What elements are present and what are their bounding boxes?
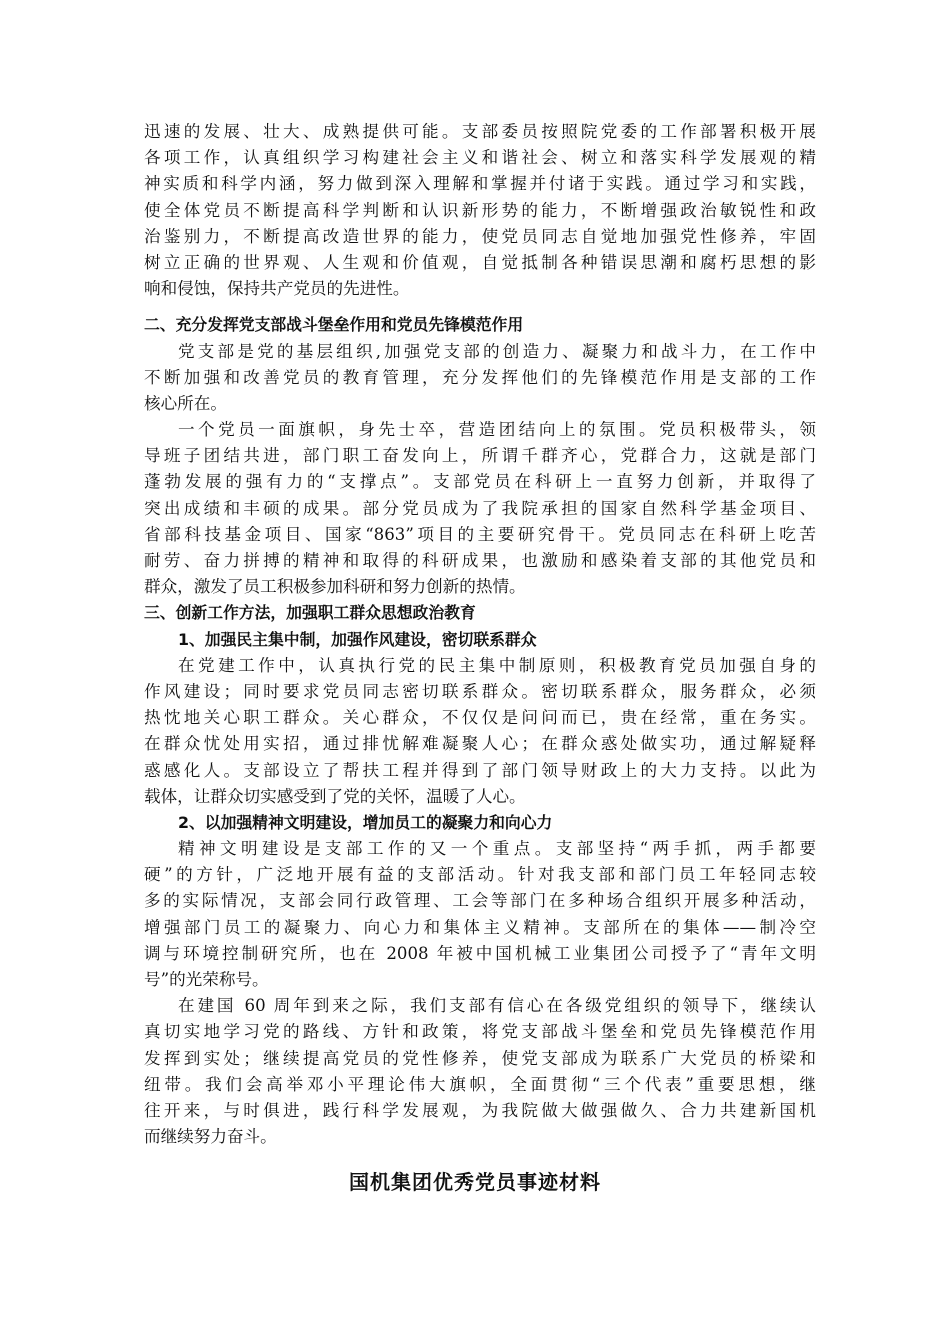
- text-line: 迅速的发展、壮大、成熟提供可能。支部委员按照院党委的工作部署积极开展: [144, 122, 816, 141]
- text-line: 多的实际情况，支部会同行政管理、工会等部门在多种场合组织开展多种活动，: [144, 891, 816, 911]
- paragraph-first-line: 精神文明建设是支部工作的又一个重点。支部坚持“两手抓，两手都要: [178, 839, 816, 859]
- paragraph-last-line: 而继续努力奋斗。: [144, 1127, 277, 1147]
- text-line: 治鉴别力，不断提高改造世界的能力，使党员同志自觉地加强党性修养，牢固: [144, 226, 816, 246]
- section-heading: 三、创新工作方法，加强职工群众思想政治教育: [144, 603, 476, 623]
- paragraph-last-line: 号”的光荣称号。: [144, 970, 269, 989]
- text-line: 真切实地学习党的路线、方针和政策，将党支部战斗堡垒和党员先锋模范作用: [144, 1022, 816, 1042]
- text-line: 树立正确的世界观、人生观和价值观，自觉抵制各种错误思潮和腐朽思想的影: [144, 252, 816, 272]
- text-line: 神实质和科学内涵，努力做到深入理解和掌握并付诸于实践。通过学习和实践，: [144, 174, 816, 194]
- text-line: 蓬勃发展的强有力的“支撑点”。支部党员在科研上一直努力创新，并取得了: [144, 472, 816, 492]
- paragraph-first-line: 党支部是党的基层组织,加强党支部的创造力、凝聚力和战斗力，在工作中: [178, 341, 816, 361]
- section-heading: 二、充分发挥党支部战斗堡垒作用和党员先锋模范作用: [144, 315, 524, 335]
- text-line: 突出成绩和丰硕的成果。部分党员成为了我院承担的国家自然科学基金项目、: [144, 498, 816, 518]
- text-line: 导班子团结共进，部门职工奋发向上，所谓千群齐心，党群合力，这就是部门: [144, 446, 816, 466]
- paragraph-first-line: 一个党员一面旗帜，身先士卒，营造团结向上的氛围。党员积极带头，领: [178, 420, 816, 440]
- paragraph-first-line: 在建国 60 周年到来之际，我们支部有信心在各级党组织的领导下，继续认: [178, 996, 816, 1016]
- text-line: 往开来，与时俱进，践行科学发展观，为我院做大做强做久、合力共建新国机: [144, 1100, 816, 1120]
- text-line: 在群众忧处用实招，通过排忧解难凝聚人心；在群众惑处做实功，通过解疑释: [144, 734, 816, 754]
- document-body: [144, 119, 816, 1150]
- subsection-heading: 1、加强民主集中制，加强作风建设，密切联系群众: [178, 629, 537, 649]
- text-line: 省部科技基金项目、国家“863”项目的主要研究骨干。党员同志在科研上吃苦: [144, 524, 816, 544]
- text-line: 调与环境控制研究所，也在 2008 年被中国机械工业集团公司授予了“青年文明: [144, 943, 816, 963]
- paragraph-first-line: 在党建工作中，认真执行党的民主集中制原则，积极教育党员加强自身的: [178, 655, 816, 675]
- text-line: 发挥到实处；继续提高党员的党性修养，使党支部成为联系广大党员的桥梁和: [144, 1048, 816, 1068]
- text-line: 不断加强和改善党员的教育管理，充分发挥他们的先锋模范作用是支部的工作: [144, 367, 816, 387]
- text-line: 使全体党员不断提高科学判断和认识新形势的能力，不断增强政治敏锐性和政: [144, 200, 816, 220]
- paragraph-last-line: 群众，激发了员工积极参加科研和努力创新的热情。: [144, 577, 526, 597]
- text-line: 作风建设；同时要求党员同志密切联系群众。密切联系群众，服务群众，必须: [144, 681, 816, 701]
- text-line: 增强部门员工的凝聚力、向心力和集体主义精神。支部所在的集体——制冷空: [144, 917, 816, 937]
- paragraph-last-line: 核心所在。: [144, 393, 227, 413]
- text-line: 纽带。我们会高举邓小平理论伟大旗帜，全面贯彻“三个代表”重要思想，继: [144, 1074, 816, 1094]
- subsection-heading: 2、以加强精神文明建设，增加员工的凝聚力和向心力: [178, 812, 553, 832]
- text-line: 各项工作，认真组织学习构建社会主义和谐社会、树立和落实科学发展观的精: [144, 148, 816, 168]
- paragraph-last-line: 载体，让群众切实感受到了党的关怀，温暖了人心。: [144, 786, 526, 806]
- text-line: 耐劳、奋力拼搏的精神和取得的科研成果，也激励和感染着支部的其他党员和: [144, 551, 816, 570]
- paragraph-last-line: 响和侵蚀，保持共产党员的先进性。: [144, 279, 410, 299]
- document-title: 国机集团优秀党员事迹材料: [349, 1170, 601, 1194]
- text-line: 惑感化人。支部设立了帮扶工程并得到了部门领导财政上的大力支持。以此为: [144, 760, 816, 780]
- text-line: 硬”的方针，广泛地开展有益的支部活动。针对我支部和部门员工年轻同志较: [144, 865, 816, 885]
- paragraph-gap: [144, 302, 816, 312]
- text-line: 热忱地关心职工群众。关心群众，不仅仅是问问而已，贵在经常，重在务实。: [144, 708, 816, 728]
